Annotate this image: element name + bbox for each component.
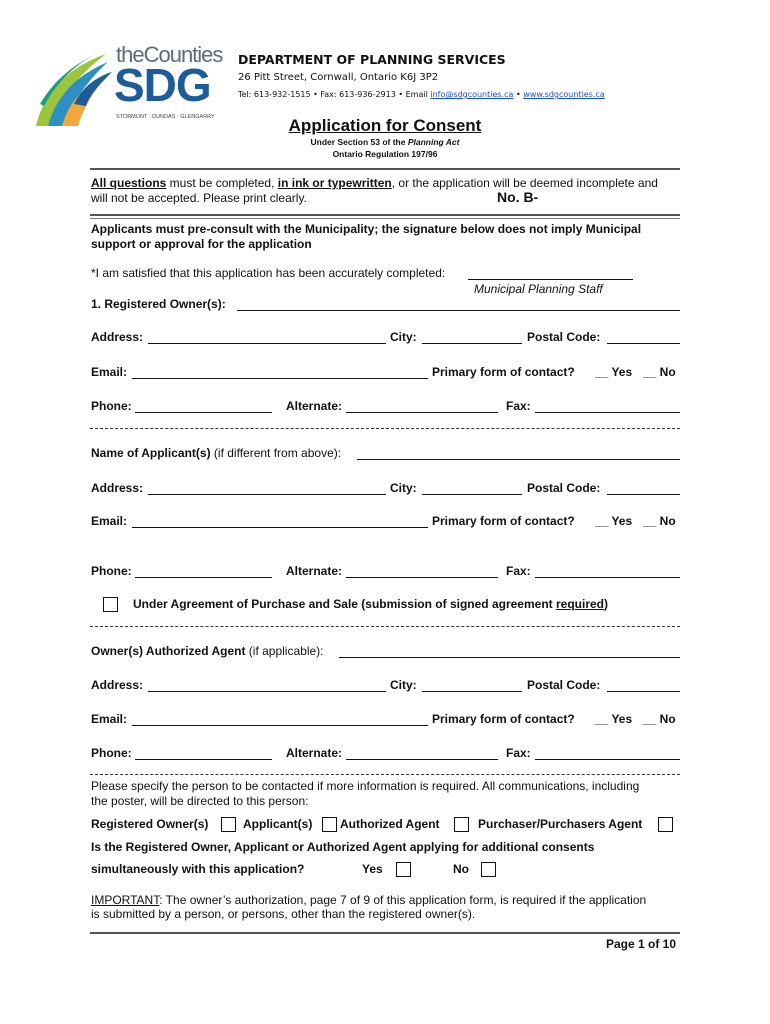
owner-address-field[interactable] <box>148 343 386 344</box>
applicant-alternate-field[interactable] <box>346 577 498 578</box>
dashed-divider <box>90 626 680 627</box>
primary-contact-label: Primary form of contact? <box>432 365 575 379</box>
logo-tagline: STORMONT · DUNDAS · GLENGARRY <box>116 114 215 120</box>
address-label: Address: <box>91 678 144 692</box>
additional-no-label: No <box>453 862 469 876</box>
opt-purchaser-checkbox[interactable] <box>658 817 673 832</box>
sdg-logo <box>34 44 234 126</box>
applicant-note: (if different from above): <box>210 446 342 460</box>
owner-phone-field[interactable] <box>135 412 272 413</box>
opt-agent-label: Authorized Agent <box>340 817 440 831</box>
agreement-text: Under Agreement of Purchase and Sale (submission of signed agreement <box>133 597 556 611</box>
intro-ink: in ink or typewritten <box>277 176 392 190</box>
important-label: IMPORTANT <box>91 893 160 907</box>
agent-label-text: Owner(s) Authorized Agent <box>91 644 246 658</box>
agent-address-field[interactable] <box>148 691 386 692</box>
dashed-divider <box>90 774 680 775</box>
important-text1: : The owner’s authorization, page 7 of 9 of this application form, is required if the application <box>159 893 647 907</box>
address-label: Address: <box>91 481 144 495</box>
opt-agent-checkbox[interactable] <box>454 817 469 832</box>
alternate-label: Alternate: <box>286 564 343 578</box>
title-text: Application for Consent <box>288 116 482 135</box>
email-link[interactable]: info@sdgcounties.ca <box>430 90 514 99</box>
primary-yes[interactable]: __ Yes <box>595 514 633 528</box>
email-label: Email: <box>91 712 128 726</box>
owner-email-field[interactable] <box>132 378 428 379</box>
page-number: Page 1 of 10 <box>606 937 677 951</box>
owner-city-field[interactable] <box>422 343 522 344</box>
fax-label: Fax: <box>506 564 531 578</box>
agent-postal-field[interactable] <box>607 691 680 692</box>
opt-owner-checkbox[interactable] <box>221 817 236 832</box>
agent-name-field[interactable] <box>339 657 680 658</box>
intro-line2: will not be accepted. Please print clearly. <box>91 191 307 205</box>
subtitle-pre: Under Section 53 of the <box>310 137 408 147</box>
divider <box>90 932 680 934</box>
applicant-email-field[interactable] <box>132 527 428 528</box>
staff-signature-field[interactable] <box>468 279 633 280</box>
applicant-phone-field[interactable] <box>135 577 272 578</box>
primary-no[interactable]: __ No <box>643 514 676 528</box>
primary-no[interactable]: __ No <box>643 365 676 379</box>
agent-email-field[interactable] <box>132 725 428 726</box>
phone-label: Phone: <box>91 399 132 413</box>
contact-line <box>238 90 605 99</box>
applicant-name-field[interactable] <box>357 459 680 460</box>
logo-text-top: theCounties <box>116 42 223 67</box>
applicant-label <box>91 446 341 460</box>
satisfied-statement: *I am satisfied that this application has been accurately completed: <box>91 266 446 280</box>
contact-instruction-line1: Please specify the person to be contacted if more information is required. All communications, including <box>91 779 640 793</box>
subtitle-act <box>0 137 770 147</box>
postal-label: Postal Code: <box>527 678 601 692</box>
agent-label <box>91 644 324 658</box>
municipal-staff-label: Municipal Planning Staff <box>474 282 603 296</box>
fax-label: Fax: <box>506 746 531 760</box>
subtitle-regulation: Ontario Regulation 197/96 <box>332 149 438 159</box>
fax-label: Fax: <box>506 399 531 413</box>
important-line1 <box>91 893 646 907</box>
owner-postal-field[interactable] <box>607 343 680 344</box>
intro-rest: , or the application will be deemed incomplete and <box>391 176 658 190</box>
department-name: DEPARTMENT OF PLANNING SERVICES <box>238 52 506 67</box>
agent-note: (if applicable): <box>245 644 324 658</box>
phone-label: Phone: <box>91 564 132 578</box>
agreement-checkbox[interactable] <box>103 597 118 612</box>
primary-contact-label: Primary form of contact? <box>432 514 575 528</box>
registered-owner-field[interactable] <box>237 310 680 311</box>
dashed-divider <box>90 428 680 429</box>
registered-owner-label: 1. Registered Owner(s): <box>91 297 226 311</box>
postal-label: Postal Code: <box>527 481 601 495</box>
agent-city-field[interactable] <box>422 691 522 692</box>
file-number: No. B- <box>497 189 539 205</box>
opt-owner-label: Registered Owner(s) <box>91 817 209 831</box>
preconsult-line2: support or approval for the application <box>91 237 312 251</box>
city-label: City: <box>390 678 417 692</box>
tel-fax: Tel: 613-932-1515 • Fax: 613-936-2913 • Email <box>238 90 428 99</box>
primary-no[interactable]: __ No <box>643 712 676 726</box>
primary-yes[interactable]: __ Yes <box>595 712 633 726</box>
phone-label: Phone: <box>91 746 132 760</box>
applicant-address-field[interactable] <box>148 494 386 495</box>
city-label: City: <box>390 330 417 344</box>
primary-yes[interactable]: __ Yes <box>595 365 633 379</box>
divider <box>90 218 680 219</box>
additional-yes-label: Yes <box>362 862 383 876</box>
contact-instruction-line2: the poster, will be directed to this person: <box>91 794 309 808</box>
important-line2: is submitted by a person, or persons, other than the registered owner(s). <box>91 907 476 921</box>
applicant-city-field[interactable] <box>422 494 522 495</box>
owner-alternate-field[interactable] <box>346 412 498 413</box>
opt-applicant-checkbox[interactable] <box>322 817 337 832</box>
opt-applicant-label: Applicant(s) <box>243 817 313 831</box>
website-link[interactable]: www.sdgcounties.ca <box>523 90 605 99</box>
divider <box>90 168 680 170</box>
additional-question-line2: simultaneously with this application? <box>91 862 305 876</box>
postal-label: Postal Code: <box>527 330 601 344</box>
alternate-label: Alternate: <box>286 746 343 760</box>
bullet-separator: • <box>515 90 521 99</box>
owner-fax-field[interactable] <box>535 412 680 413</box>
city-label: City: <box>390 481 417 495</box>
agreement-required: required <box>556 597 605 611</box>
applicant-postal-field[interactable] <box>607 494 680 495</box>
additional-yes-checkbox[interactable] <box>396 862 411 877</box>
email-label: Email: <box>91 365 128 379</box>
preconsult-line1: Applicants must pre-consult with the Municipality; the signature below does not imply Municipal <box>91 222 642 236</box>
subtitle-planning-act: Planning Act <box>407 137 460 147</box>
intro-line1 <box>91 176 658 190</box>
form-title <box>0 116 770 136</box>
agent-phone-field[interactable] <box>135 759 272 760</box>
additional-no-checkbox[interactable] <box>481 862 496 877</box>
primary-contact-label: Primary form of contact? <box>432 712 575 726</box>
alternate-label: Alternate: <box>286 399 343 413</box>
address-label: Address: <box>91 330 144 344</box>
intro-must: must be completed, <box>166 176 278 190</box>
applicant-label-text: Name of Applicant(s) <box>91 446 211 460</box>
agreement-label <box>133 597 608 611</box>
opt-purchaser-label: Purchaser/Purchasers Agent <box>478 817 643 831</box>
divider <box>90 214 680 216</box>
additional-question-line1: Is the Registered Owner, Applicant or Authorized Agent applying for additional consents <box>91 840 595 854</box>
applicant-fax-field[interactable] <box>535 577 680 578</box>
agent-fax-field[interactable] <box>535 759 680 760</box>
email-label: Email: <box>91 514 128 528</box>
agent-alternate-field[interactable] <box>346 759 498 760</box>
agreement-close: ) <box>604 597 609 611</box>
logo-text-main: SDG <box>114 59 211 111</box>
department-address: 26 Pitt Street, Cornwall, Ontario K6J 3P2 <box>238 72 439 83</box>
all-questions: All questions <box>91 176 167 190</box>
